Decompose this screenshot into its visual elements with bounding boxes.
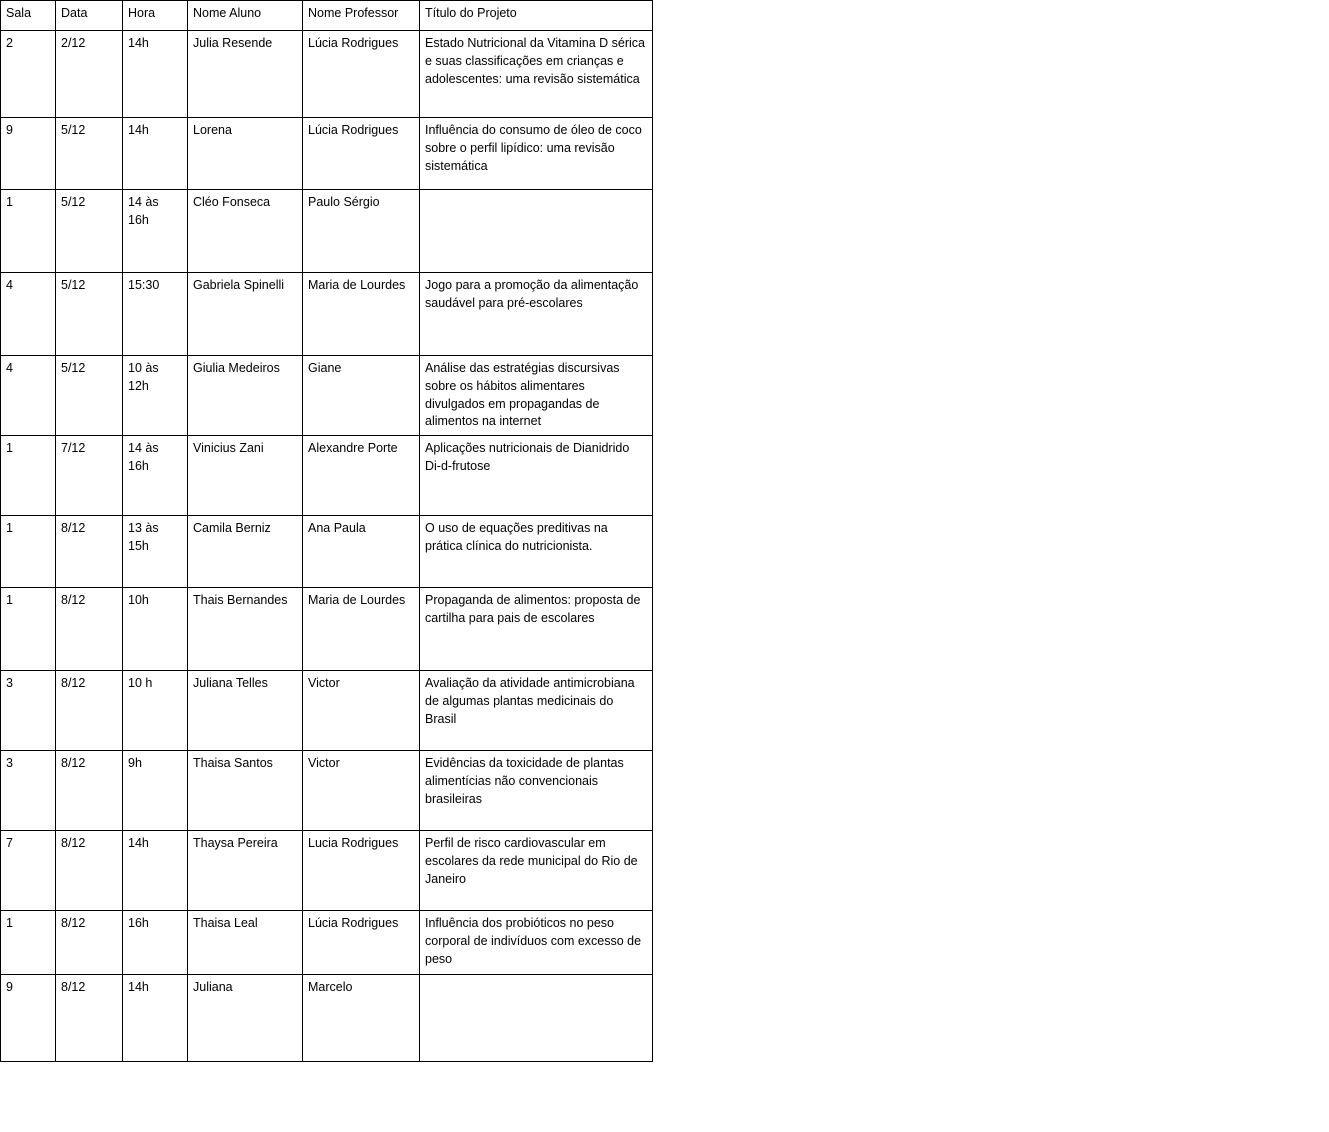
- schedule-table: [0, 0, 653, 1062]
- cell-aluno: Thaysa Pereira: [188, 831, 303, 911]
- cell-titulo: Jogo para a promoção da alimentação saudável para pré-escolares: [420, 273, 653, 356]
- cell-hora: 14 às 16h: [123, 436, 188, 516]
- cell-aluno: Vinicius Zani: [188, 436, 303, 516]
- cell-sala: 1: [1, 190, 56, 273]
- table-row: [1, 911, 653, 975]
- column-header-hora: Hora: [123, 1, 188, 31]
- cell-hora: 14h: [123, 975, 188, 1062]
- cell-aluno: Juliana: [188, 975, 303, 1062]
- cell-data: 8/12: [56, 975, 123, 1062]
- column-header-titulo-projeto: Título do Projeto: [420, 1, 653, 31]
- cell-hora: 13 às 15h: [123, 516, 188, 588]
- cell-data: 8/12: [56, 516, 123, 588]
- cell-titulo: Estado Nutricional da Vitamina D sérica e suas classificações em crianças e adolescentes: uma revisão sistemática: [420, 31, 653, 118]
- cell-professor: Alexandre Porte: [303, 436, 420, 516]
- table-row: [1, 751, 653, 831]
- cell-titulo: [420, 975, 653, 1062]
- cell-aluno: Giulia Medeiros: [188, 356, 303, 436]
- cell-professor: Maria de Lourdes: [303, 588, 420, 671]
- cell-aluno: Thais Bernandes: [188, 588, 303, 671]
- table-row: [1, 118, 653, 190]
- cell-hora: 16h: [123, 911, 188, 975]
- cell-hora: 14h: [123, 31, 188, 118]
- cell-sala: 1: [1, 516, 56, 588]
- table-row: [1, 975, 653, 1062]
- cell-sala: 1: [1, 588, 56, 671]
- cell-professor: Ana Paula: [303, 516, 420, 588]
- cell-aluno: Julia Resende: [188, 31, 303, 118]
- cell-hora: 14h: [123, 118, 188, 190]
- table-row: [1, 671, 653, 751]
- cell-titulo: Evidências da toxicidade de plantas alimentícias não convencionais brasileiras: [420, 751, 653, 831]
- cell-data: 5/12: [56, 273, 123, 356]
- cell-data: 8/12: [56, 671, 123, 751]
- cell-hora: 10 às 12h: [123, 356, 188, 436]
- cell-titulo: Influência dos probióticos no peso corporal de indivíduos com excesso de peso: [420, 911, 653, 975]
- cell-professor: Victor: [303, 751, 420, 831]
- cell-titulo: Análise das estratégias discursivas sobre os hábitos alimentares divulgados em propagandas de alimentos na internet: [420, 356, 653, 436]
- cell-titulo: Avaliação da atividade antimicrobiana de algumas plantas medicinais do Brasil: [420, 671, 653, 751]
- cell-data: 5/12: [56, 356, 123, 436]
- cell-professor: Lucia Rodrigues: [303, 831, 420, 911]
- table-row: [1, 273, 653, 356]
- cell-sala: 3: [1, 671, 56, 751]
- cell-sala: 9: [1, 975, 56, 1062]
- table-row: [1, 588, 653, 671]
- column-header-data: Data: [56, 1, 123, 31]
- cell-hora: 14h: [123, 831, 188, 911]
- cell-titulo: O uso de equações preditivas na prática clínica do nutricionista.: [420, 516, 653, 588]
- cell-titulo: Propaganda de alimentos: proposta de cartilha para pais de escolares: [420, 588, 653, 671]
- table-header: [1, 1, 653, 31]
- cell-aluno: Thaisa Santos: [188, 751, 303, 831]
- cell-professor: Paulo Sérgio: [303, 190, 420, 273]
- cell-aluno: Gabriela Spinelli: [188, 273, 303, 356]
- cell-sala: 4: [1, 356, 56, 436]
- cell-aluno: Cléo Fonseca: [188, 190, 303, 273]
- cell-sala: 7: [1, 831, 56, 911]
- column-header-nome-aluno: Nome Aluno: [188, 1, 303, 31]
- cell-data: 8/12: [56, 588, 123, 671]
- cell-professor: Lúcia Rodrigues: [303, 31, 420, 118]
- table-row: [1, 31, 653, 118]
- cell-aluno: Lorena: [188, 118, 303, 190]
- cell-professor: Giane: [303, 356, 420, 436]
- cell-data: 5/12: [56, 118, 123, 190]
- cell-data: 7/12: [56, 436, 123, 516]
- cell-sala: 2: [1, 31, 56, 118]
- cell-hora: 10 h: [123, 671, 188, 751]
- cell-professor: Lúcia Rodrigues: [303, 118, 420, 190]
- table-row: [1, 516, 653, 588]
- column-header-nome-professor: Nome Professor: [303, 1, 420, 31]
- table-row: [1, 356, 653, 436]
- table-row: [1, 190, 653, 273]
- cell-titulo: [420, 190, 653, 273]
- cell-titulo: Aplicações nutricionais de Dianidrido Di-d-frutose: [420, 436, 653, 516]
- cell-sala: 1: [1, 436, 56, 516]
- cell-data: 8/12: [56, 911, 123, 975]
- cell-sala: 9: [1, 118, 56, 190]
- cell-aluno: Thaisa Leal: [188, 911, 303, 975]
- column-header-sala: Sala: [1, 1, 56, 31]
- table-header-row: [1, 1, 653, 31]
- cell-data: 8/12: [56, 831, 123, 911]
- cell-sala: 1: [1, 911, 56, 975]
- cell-data: 5/12: [56, 190, 123, 273]
- cell-professor: Marcelo: [303, 975, 420, 1062]
- cell-data: 2/12: [56, 31, 123, 118]
- cell-professor: Maria de Lourdes: [303, 273, 420, 356]
- cell-hora: 10h: [123, 588, 188, 671]
- cell-sala: 3: [1, 751, 56, 831]
- cell-aluno: Camila Berniz: [188, 516, 303, 588]
- cell-professor: Victor: [303, 671, 420, 751]
- cell-data: 8/12: [56, 751, 123, 831]
- cell-aluno: Juliana Telles: [188, 671, 303, 751]
- cell-sala: 4: [1, 273, 56, 356]
- table-row: [1, 831, 653, 911]
- cell-titulo: Influência do consumo de óleo de coco sobre o perfil lipídico: uma revisão sistemática: [420, 118, 653, 190]
- cell-hora: 15:30: [123, 273, 188, 356]
- table-row: [1, 436, 653, 516]
- cell-hora: 9h: [123, 751, 188, 831]
- cell-hora: 14 às 16h: [123, 190, 188, 273]
- table-body: [1, 31, 653, 1062]
- cell-titulo: Perfil de risco cardiovascular em escolares da rede municipal do Rio de Janeiro: [420, 831, 653, 911]
- cell-professor: Lúcia Rodrigues: [303, 911, 420, 975]
